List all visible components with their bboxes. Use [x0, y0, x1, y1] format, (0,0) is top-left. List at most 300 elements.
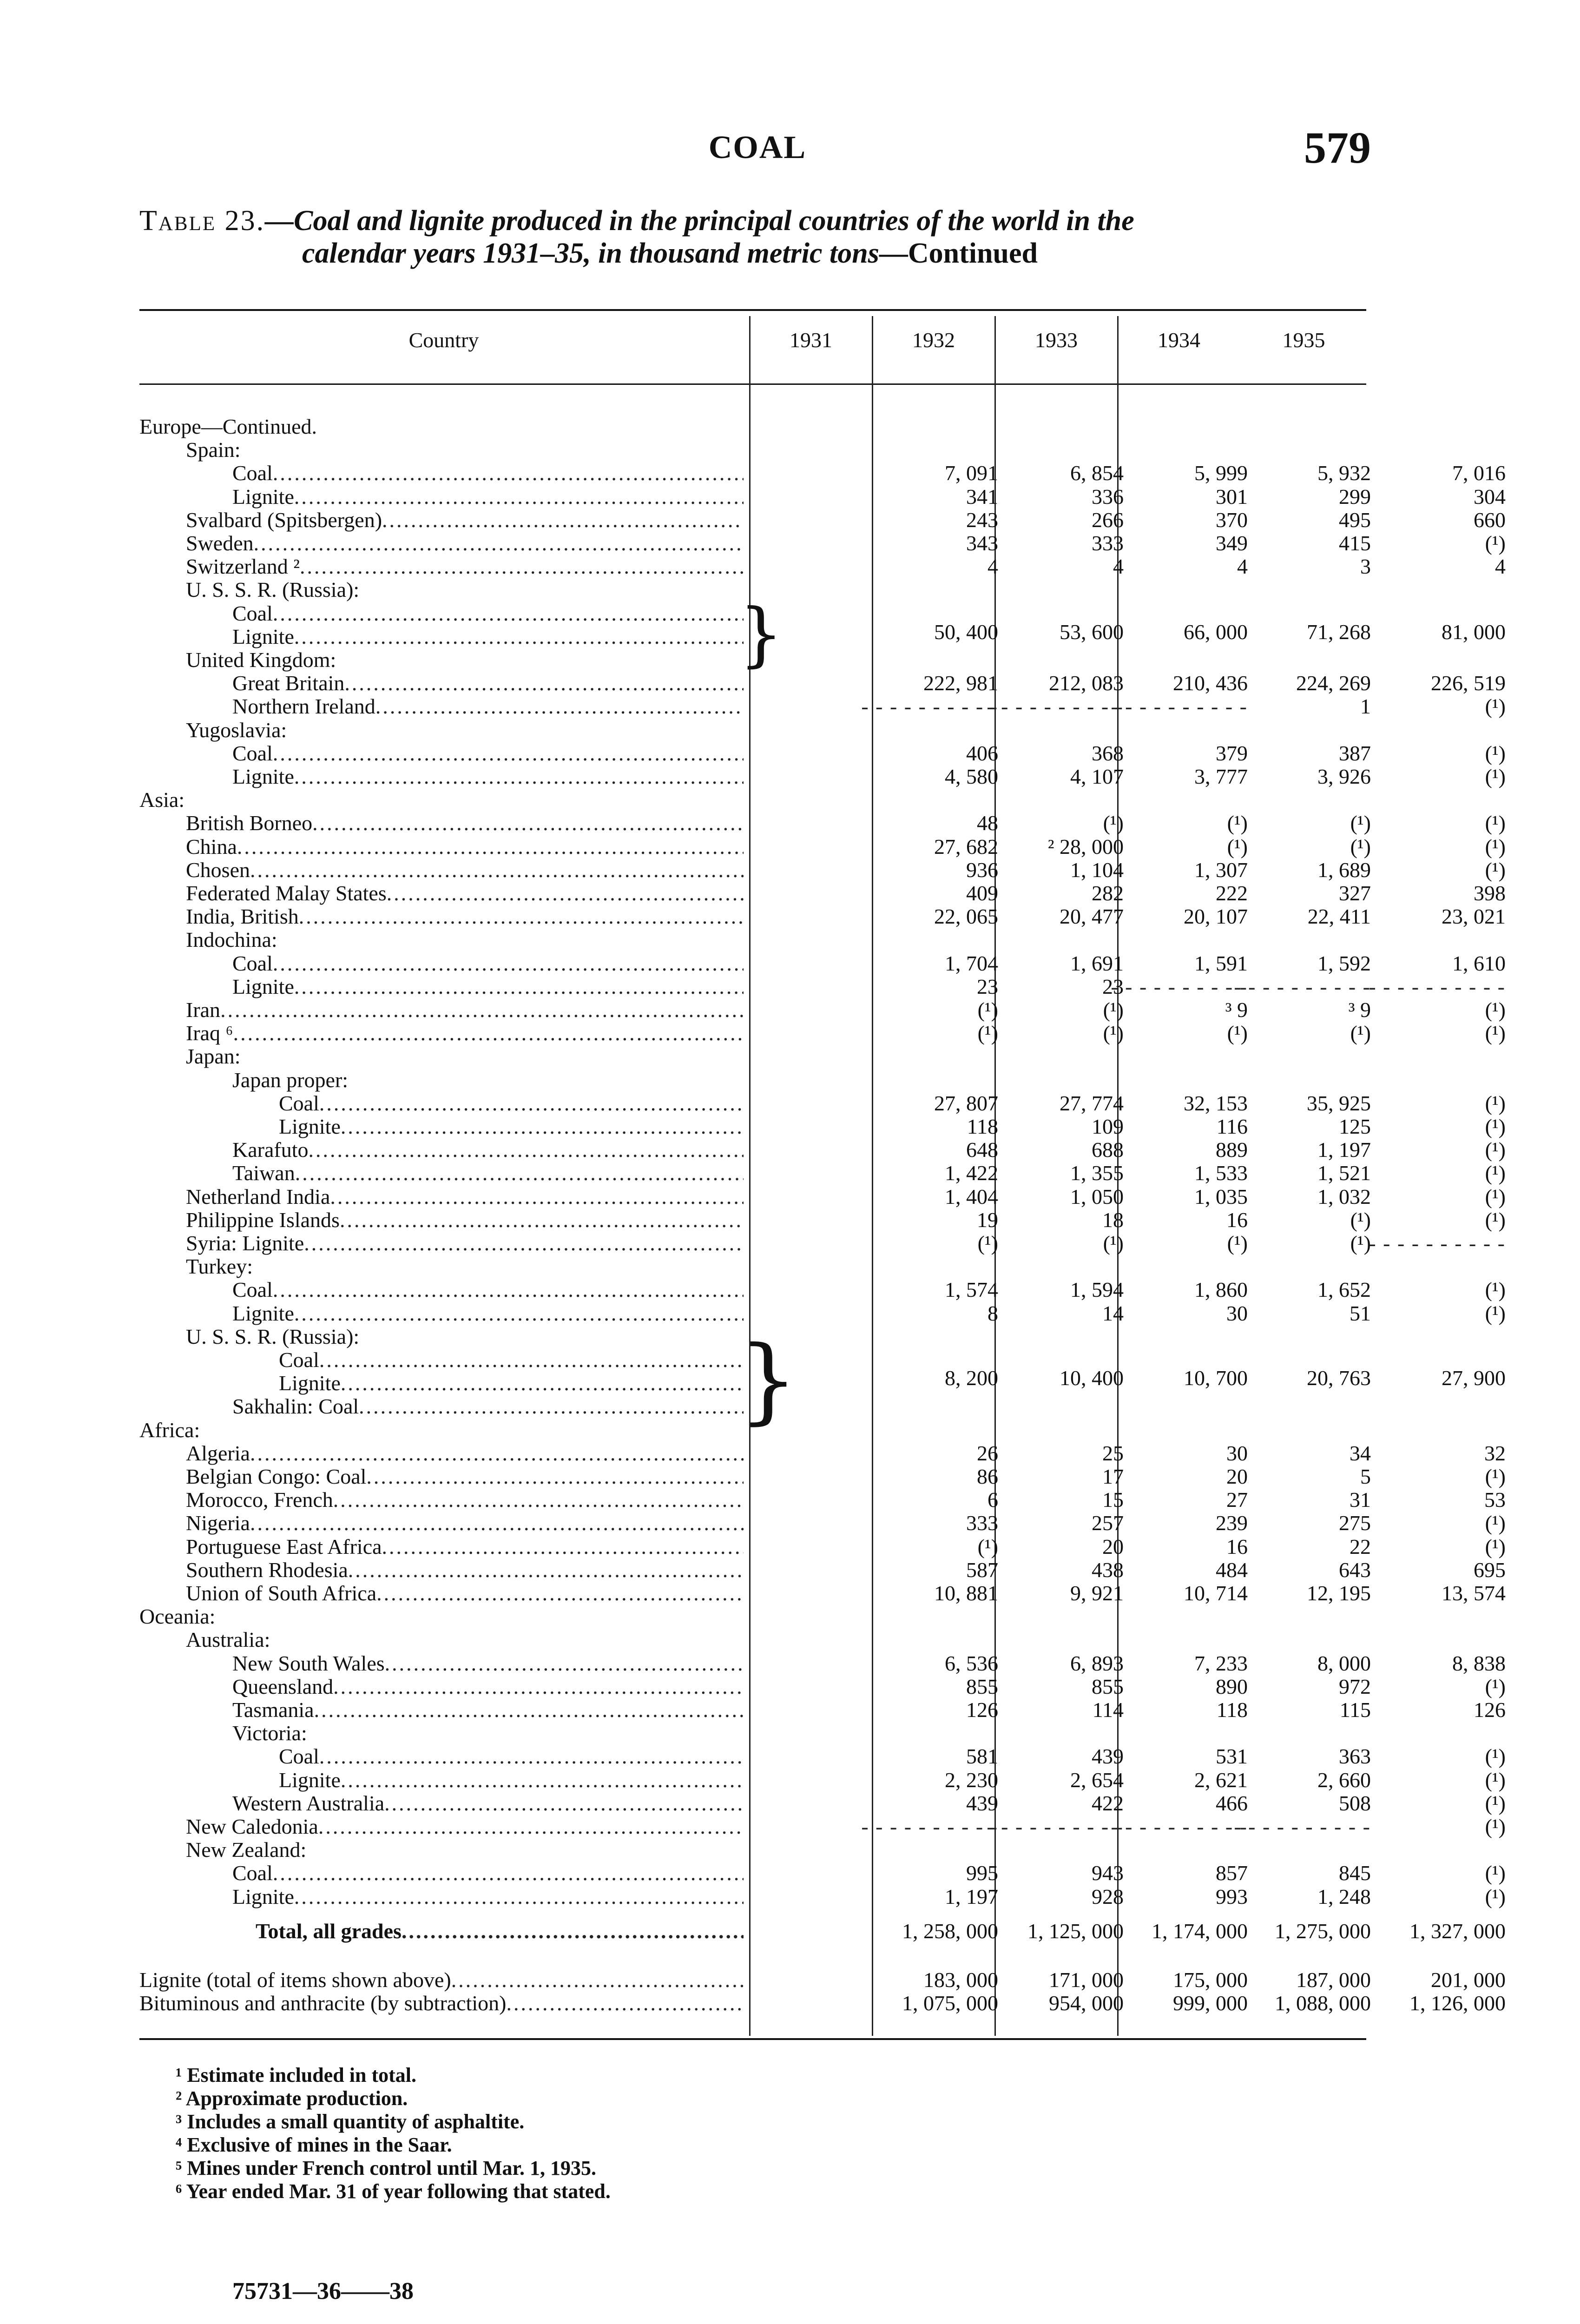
ussr-europe-1932: 53, 600 — [1060, 620, 1124, 644]
table-row — [139, 1161, 1506, 1185]
table-row — [139, 951, 1506, 975]
row-value: 1, 533 — [1194, 1161, 1248, 1185]
row-value: 587 — [966, 1558, 998, 1582]
row-label: Lignite ..... — [139, 1372, 744, 1395]
row-value: 257 — [1092, 1511, 1124, 1535]
table-row — [139, 1185, 1506, 1208]
row-value: (¹) — [1485, 741, 1506, 765]
bituminous-1935: 1, 126, 000 — [1409, 1991, 1506, 2015]
row-value: 32, 153 — [1184, 1091, 1248, 1115]
row-value: 23, 021 — [1442, 905, 1506, 928]
table-row — [139, 1628, 1366, 1651]
row-value: (¹) — [1485, 765, 1506, 788]
row-label: Tasmania ..... — [139, 1698, 744, 1722]
row-label: Southern Rhodesia ..... — [139, 1558, 744, 1582]
table-row — [139, 788, 1366, 812]
row-value: 1, 104 — [1070, 858, 1124, 882]
row-value: 86 — [977, 1465, 998, 1488]
row-value: 1, 197 — [1317, 1138, 1371, 1162]
row-value: (¹) — [1485, 1465, 1506, 1488]
printer-code: 75731—36——38 — [232, 2278, 414, 2304]
row-value: 6, 893 — [1070, 1651, 1124, 1675]
row-value: 928 — [1092, 1885, 1124, 1908]
table-label: Table 23. — [139, 205, 265, 237]
table-row — [139, 998, 1506, 1022]
total-label: Total, all grades ..... — [139, 1920, 744, 1943]
row-value: (¹) — [1103, 998, 1124, 1022]
row-value: 7, 233 — [1194, 1651, 1248, 1675]
row-label: New South Wales ..... — [139, 1652, 744, 1675]
table-row — [139, 1558, 1506, 1582]
row-value: 27, 807 — [934, 1091, 998, 1115]
table-row — [139, 811, 1506, 835]
row-label: Western Australia ..... — [139, 1792, 744, 1815]
row-value: (¹) — [1485, 1535, 1506, 1558]
total-1934: 1, 275, 000 — [1275, 1919, 1371, 1943]
row-value: 845 — [1339, 1861, 1371, 1885]
row-value: 53 — [1484, 1488, 1506, 1512]
row-value: 466 — [1216, 1791, 1248, 1815]
row-value: 34 — [1350, 1441, 1371, 1465]
row-value: (¹) — [1485, 1885, 1506, 1908]
row-value: 438 — [1092, 1558, 1124, 1582]
table-row — [139, 531, 1506, 555]
row-value: 993 — [1216, 1885, 1248, 1908]
row-value: (¹) — [1485, 858, 1506, 882]
row-value: 343 — [966, 531, 998, 555]
row-label: Great Britain ..... — [139, 672, 744, 695]
ussr-asia-1933: 10, 700 — [1184, 1366, 1248, 1390]
row-value: 4 — [1237, 555, 1248, 578]
row-value: 48 — [977, 811, 998, 835]
row-value: 495 — [1339, 508, 1371, 532]
row-value: 1, 704 — [945, 951, 998, 975]
table-row — [139, 1301, 1506, 1325]
table-row — [139, 765, 1506, 788]
row-value: 2, 654 — [1070, 1768, 1124, 1792]
row-value: 890 — [1216, 1675, 1248, 1698]
row-value: 409 — [966, 881, 998, 905]
row-value: 282 — [1092, 881, 1124, 905]
row-label: United Kingdom: — [186, 648, 336, 672]
table-row — [139, 1535, 1506, 1558]
row-value: 3 — [1360, 555, 1371, 578]
row-value: 118 — [1216, 1698, 1248, 1722]
row-label: Union of South Africa ..... — [139, 1582, 744, 1605]
row-value: 22, 411 — [1307, 905, 1371, 928]
row-value: 1, 307 — [1194, 858, 1248, 882]
column-header-country: Country — [408, 328, 479, 352]
row-label: Coal ..... — [139, 462, 744, 485]
row-label: Coal ..... — [139, 1745, 744, 1768]
caption-line-2: calendar years 1931–35, in thousand metric tons — [302, 238, 879, 269]
row-value: 116 — [1216, 1115, 1248, 1138]
row-label: Sweden ..... — [139, 532, 744, 555]
ussr-asia-combined-row — [139, 1366, 1506, 1390]
row-value: 439 — [1092, 1744, 1124, 1768]
bituminous-1934: 1, 088, 000 — [1275, 1991, 1371, 2015]
row-value: 6 — [988, 1488, 998, 1512]
row-value: 415 — [1339, 531, 1371, 555]
row-value: 15 — [1102, 1488, 1124, 1512]
row-value: 333 — [1092, 531, 1124, 555]
row-value: 212, 083 — [1049, 671, 1124, 695]
row-label: Victoria: — [232, 1722, 307, 1745]
table-row — [139, 1255, 1366, 1278]
row-value: 1, 355 — [1070, 1161, 1124, 1185]
row-value: 972 — [1339, 1675, 1371, 1698]
row-label: Lignite ..... — [139, 1885, 744, 1908]
row-value: 1, 591 — [1194, 951, 1248, 975]
row-value: 35, 925 — [1307, 1091, 1371, 1115]
footnote: ¹ Estimate included in total. — [176, 2064, 416, 2086]
row-value: (¹) — [977, 998, 998, 1022]
row-value: 4 — [988, 555, 998, 578]
table-row — [139, 1651, 1506, 1675]
row-value: 226, 519 — [1431, 671, 1506, 695]
row-value: 275 — [1339, 1511, 1371, 1535]
row-value: (¹) — [1103, 811, 1124, 835]
row-label: Lignite ..... — [139, 975, 744, 998]
row-value: ² 28, 000 — [1047, 835, 1124, 858]
row-value: 31 — [1350, 1488, 1371, 1512]
row-value: ³ 9 — [1225, 998, 1248, 1022]
footnote: ⁴ Exclusive of mines in the Saar. — [176, 2133, 452, 2156]
table-row — [139, 671, 1506, 695]
column-header-1932: 1932 — [912, 328, 955, 352]
row-value: 1, 032 — [1317, 1185, 1371, 1208]
row-value: 13, 574 — [1442, 1581, 1506, 1605]
table-row — [139, 1838, 1366, 1862]
footnote: ⁶ Year ended Mar. 31 of year following that stated. — [176, 2180, 611, 2203]
row-value: 1, 592 — [1317, 951, 1371, 975]
row-value: 6, 854 — [1070, 461, 1124, 485]
column-header-1933: 1933 — [1035, 328, 1078, 352]
row-label: Philippine Islands ..... — [139, 1208, 744, 1232]
row-value: 484 — [1216, 1558, 1248, 1582]
lignite-total-1934: 187, 000 — [1296, 1968, 1371, 1992]
row-value: (¹) — [1485, 835, 1506, 858]
row-label: Lignite ..... — [139, 1115, 744, 1138]
row-value: (¹) — [1485, 1791, 1506, 1815]
table-row — [139, 461, 1506, 485]
row-value: (¹) — [1350, 1021, 1371, 1045]
row-value: 109 — [1092, 1115, 1124, 1138]
row-value: 398 — [1474, 881, 1506, 905]
table-row — [139, 1091, 1506, 1115]
footnote: ² Approximate production. — [176, 2087, 408, 2110]
row-label: Coal ..... — [139, 952, 744, 975]
running-header-title: COAL — [708, 130, 807, 165]
row-value: 4, 580 — [945, 765, 998, 788]
row-value: 304 — [1474, 485, 1506, 508]
total-1935: 1, 327, 000 — [1409, 1919, 1506, 1943]
row-value: (¹) — [1485, 1161, 1506, 1185]
table-row — [139, 1581, 1506, 1605]
row-value: 23 — [977, 975, 998, 998]
row-value: 995 — [966, 1861, 998, 1885]
row-value: 30 — [1226, 1301, 1248, 1325]
row-value: 327 — [1339, 881, 1371, 905]
caption-continued: —Continued — [879, 238, 1038, 269]
row-value: (¹) — [1485, 1208, 1506, 1232]
row-value: 660 — [1474, 508, 1506, 532]
row-value: (¹) — [1485, 1021, 1506, 1045]
table-row — [139, 1115, 1506, 1138]
row-value: 16 — [1226, 1208, 1248, 1232]
row-value: 6, 536 — [945, 1651, 998, 1675]
row-value: 1, 689 — [1317, 858, 1371, 882]
row-value — [1245, 1232, 1506, 1255]
row-label: Coal ..... — [139, 1092, 744, 1115]
ussr-europe-combined-row — [139, 620, 1506, 644]
row-value: 422 — [1092, 1791, 1124, 1815]
table-top-rule — [139, 309, 1366, 311]
row-value: (¹) — [1485, 694, 1506, 718]
row-value: 27, 682 — [934, 835, 998, 858]
row-value: 243 — [966, 508, 998, 532]
table-row — [139, 1045, 1366, 1068]
row-value: 17 — [1102, 1465, 1124, 1488]
row-value: 439 — [966, 1791, 998, 1815]
table-bottom-rule — [139, 2038, 1366, 2040]
row-value: 695 — [1474, 1558, 1506, 1582]
table-row — [139, 1722, 1366, 1745]
table-row — [139, 1021, 1506, 1045]
caption-line-1: —Coal and lignite produced in the principal countries of the world in the — [265, 205, 1134, 237]
row-value: 30 — [1226, 1441, 1248, 1465]
row-label: Switzerland ² ..... — [139, 555, 744, 578]
ussr-europe-1933: 66, 000 — [1184, 620, 1248, 644]
total-1931: 1, 258, 000 — [902, 1919, 998, 1943]
ussr-asia-1934: 20, 763 — [1307, 1366, 1371, 1390]
column-header-1935: 1935 — [1282, 328, 1325, 352]
row-value: ³ 9 — [1348, 998, 1371, 1022]
row-value: (¹) — [1485, 1278, 1506, 1301]
ussr-europe-1935: 81, 000 — [1442, 620, 1506, 644]
column-header-1934: 1934 — [1158, 328, 1200, 352]
row-value: (¹) — [1485, 998, 1506, 1022]
row-label: Europe—Continued. — [139, 415, 317, 438]
row-value: 368 — [1092, 741, 1124, 765]
row-label: Australia: — [186, 1628, 270, 1651]
row-value: 5, 999 — [1194, 461, 1248, 485]
row-value: (¹) — [1485, 1185, 1506, 1208]
table-row — [139, 1488, 1506, 1512]
row-value: 379 — [1216, 741, 1248, 765]
row-value: 531 — [1216, 1744, 1248, 1768]
row-value: 20 — [1102, 1535, 1124, 1558]
row-value: 1, 860 — [1194, 1278, 1248, 1301]
footnote: ⁵ Mines under French control until Mar. 1, 1935. — [176, 2157, 597, 2179]
row-label: Asia: — [139, 788, 185, 812]
table-row — [139, 975, 1366, 998]
row-value: 363 — [1339, 1744, 1371, 1768]
row-value: 9, 921 — [1070, 1581, 1124, 1605]
ussr-europe-1934: 71, 268 — [1307, 620, 1371, 644]
table-row — [139, 719, 1366, 742]
table-row — [139, 1791, 1506, 1815]
row-label: Queensland ..... — [139, 1675, 744, 1698]
row-label: New Caledonia ..... — [139, 1815, 744, 1838]
ussr-europe-1931: 50, 400 — [934, 620, 998, 644]
row-label: Lignite ..... — [139, 1769, 744, 1792]
row-value: 336 — [1092, 485, 1124, 508]
row-label: Morocco, French ..... — [139, 1488, 744, 1512]
row-label: Coal ..... — [139, 1348, 744, 1372]
row-value: 855 — [1092, 1675, 1124, 1698]
table-row — [139, 1278, 1506, 1301]
row-label: Algeria ..... — [139, 1442, 744, 1465]
row-label: Nigeria ..... — [139, 1512, 744, 1535]
table-row — [139, 1815, 1506, 1838]
row-label: Spain: — [186, 438, 241, 462]
bituminous-row — [139, 1991, 1506, 2015]
row-label: Lignite ..... — [139, 1302, 744, 1325]
total-row — [139, 1919, 1506, 1943]
row-label: Netherland India ..... — [139, 1185, 744, 1208]
table-row — [139, 928, 1366, 951]
row-value: 19 — [977, 1208, 998, 1232]
row-value: (¹) — [1350, 1231, 1371, 1255]
table-row — [139, 1605, 1366, 1628]
row-label: Svalbard (Spitsbergen) ..... — [139, 508, 744, 532]
row-value: 3, 777 — [1194, 765, 1248, 788]
row-value: 936 — [966, 858, 998, 882]
row-value: (¹) — [1227, 1231, 1248, 1255]
row-value: 1, 422 — [945, 1161, 998, 1185]
table-row — [139, 1861, 1506, 1885]
row-value: 1, 404 — [945, 1185, 998, 1208]
row-label: Coal ..... — [139, 1862, 744, 1885]
bituminous-1932: 954, 000 — [1049, 1991, 1124, 2015]
row-label: India, British ..... — [139, 905, 744, 928]
row-value: 25 — [1102, 1441, 1124, 1465]
row-value: 1, 574 — [945, 1278, 998, 1301]
table-row — [139, 555, 1506, 578]
row-value: 114 — [1092, 1698, 1124, 1722]
row-value: 18 — [1102, 1208, 1124, 1232]
row-label: Portuguese East Africa ..... — [139, 1535, 744, 1558]
table-row — [139, 1768, 1506, 1792]
table-row — [139, 415, 1366, 438]
row-value: 1, 197 — [945, 1885, 998, 1908]
row-value: (¹) — [1350, 1208, 1371, 1232]
row-value: 22, 065 — [934, 905, 998, 928]
row-value: (¹) — [1485, 1744, 1506, 1768]
row-label: Lignite ..... — [139, 485, 744, 508]
row-value: (¹) — [1103, 1231, 1124, 1255]
row-value: 8 — [988, 1301, 998, 1325]
row-label: Iran ..... — [139, 998, 744, 1022]
table-row — [139, 1208, 1506, 1232]
row-label: U. S. S. R. (Russia): — [186, 578, 360, 601]
table-row — [139, 485, 1506, 508]
row-label: Africa: — [139, 1419, 200, 1442]
table-row — [139, 1698, 1506, 1722]
row-value: 210, 436 — [1173, 671, 1248, 695]
row-label: Chosen ..... — [139, 858, 744, 882]
ussr-asia-1932: 10, 400 — [1060, 1366, 1124, 1390]
row-value: 14 — [1102, 1301, 1124, 1325]
row-value: (¹) — [1485, 1138, 1506, 1162]
table-row — [139, 508, 1506, 532]
row-label: New Zealand: — [186, 1838, 307, 1862]
row-value: 1, 035 — [1194, 1185, 1248, 1208]
row-value: 4 — [1495, 555, 1506, 578]
row-value: 239 — [1216, 1511, 1248, 1535]
row-label: Japan: — [186, 1045, 241, 1068]
row-value: 115 — [1339, 1698, 1371, 1722]
lignite-total-row — [139, 1968, 1506, 1992]
row-value: (¹) — [1485, 1675, 1506, 1698]
row-value: 4 — [1113, 555, 1124, 578]
row-label: British Borneo ..... — [139, 812, 744, 835]
row-label: Indochina: — [186, 928, 277, 951]
row-value: 10, 714 — [1184, 1581, 1248, 1605]
row-value: 224, 269 — [1296, 671, 1371, 695]
lignite-total-1932: 171, 000 — [1049, 1968, 1124, 1992]
row-value: 51 — [1350, 1301, 1371, 1325]
table-row — [139, 1465, 1506, 1488]
row-value: 1, 248 — [1317, 1885, 1371, 1908]
row-value: (¹) — [977, 1231, 998, 1255]
page-number: 579 — [1304, 123, 1371, 172]
row-value: 1, 594 — [1070, 1278, 1124, 1301]
row-value: 1, 050 — [1070, 1185, 1124, 1208]
bituminous-1933: 999, 000 — [1173, 1991, 1248, 2015]
row-value: (¹) — [1485, 1861, 1506, 1885]
brace-ussr-asia: } — [739, 1326, 798, 1434]
row-value: 370 — [1216, 508, 1248, 532]
row-value: (¹) — [1485, 1768, 1506, 1792]
row-value: 643 — [1339, 1558, 1371, 1582]
row-label: Yugoslavia: — [186, 719, 287, 742]
row-label: Karafuto ..... — [139, 1138, 744, 1162]
row-label: Oceania: — [139, 1605, 216, 1628]
lignite-total-1933: 175, 000 — [1173, 1968, 1248, 1992]
table-row — [139, 1885, 1506, 1908]
header-bottom-rule — [139, 383, 1366, 385]
row-label: Syria: Lignite ..... — [139, 1232, 744, 1255]
row-value: 22 — [1350, 1535, 1371, 1558]
row-value: 581 — [966, 1744, 998, 1768]
row-value: 333 — [966, 1511, 998, 1535]
row-value: 2, 230 — [945, 1768, 998, 1792]
row-value: (¹) — [1485, 1091, 1506, 1115]
row-value: (¹) — [977, 1535, 998, 1558]
row-value: 7, 091 — [945, 461, 998, 485]
row-value: 3, 926 — [1317, 765, 1371, 788]
row-value: 8, 000 — [1317, 1651, 1371, 1675]
row-value: 8, 838 — [1452, 1651, 1506, 1675]
row-value: (¹) — [1485, 1511, 1506, 1535]
row-value: (¹) — [1485, 531, 1506, 555]
row-value: 1 — [1360, 694, 1371, 718]
row-value: 406 — [966, 741, 998, 765]
table-caption — [139, 205, 1366, 270]
row-label: Coal ..... — [139, 1278, 744, 1301]
row-value: 7, 016 — [1452, 461, 1506, 485]
table-row — [139, 835, 1506, 858]
row-value: 26 — [977, 1441, 998, 1465]
row-value: (¹) — [1485, 811, 1506, 835]
row-label: Japan proper: — [232, 1069, 349, 1092]
table-row — [139, 1069, 1366, 1092]
bituminous-label: Bituminous and anthracite (by subtraction) ..... — [139, 1992, 744, 2015]
lignite-total-1935: 201, 000 — [1431, 1968, 1506, 1992]
row-value: 20, 477 — [1060, 905, 1124, 928]
